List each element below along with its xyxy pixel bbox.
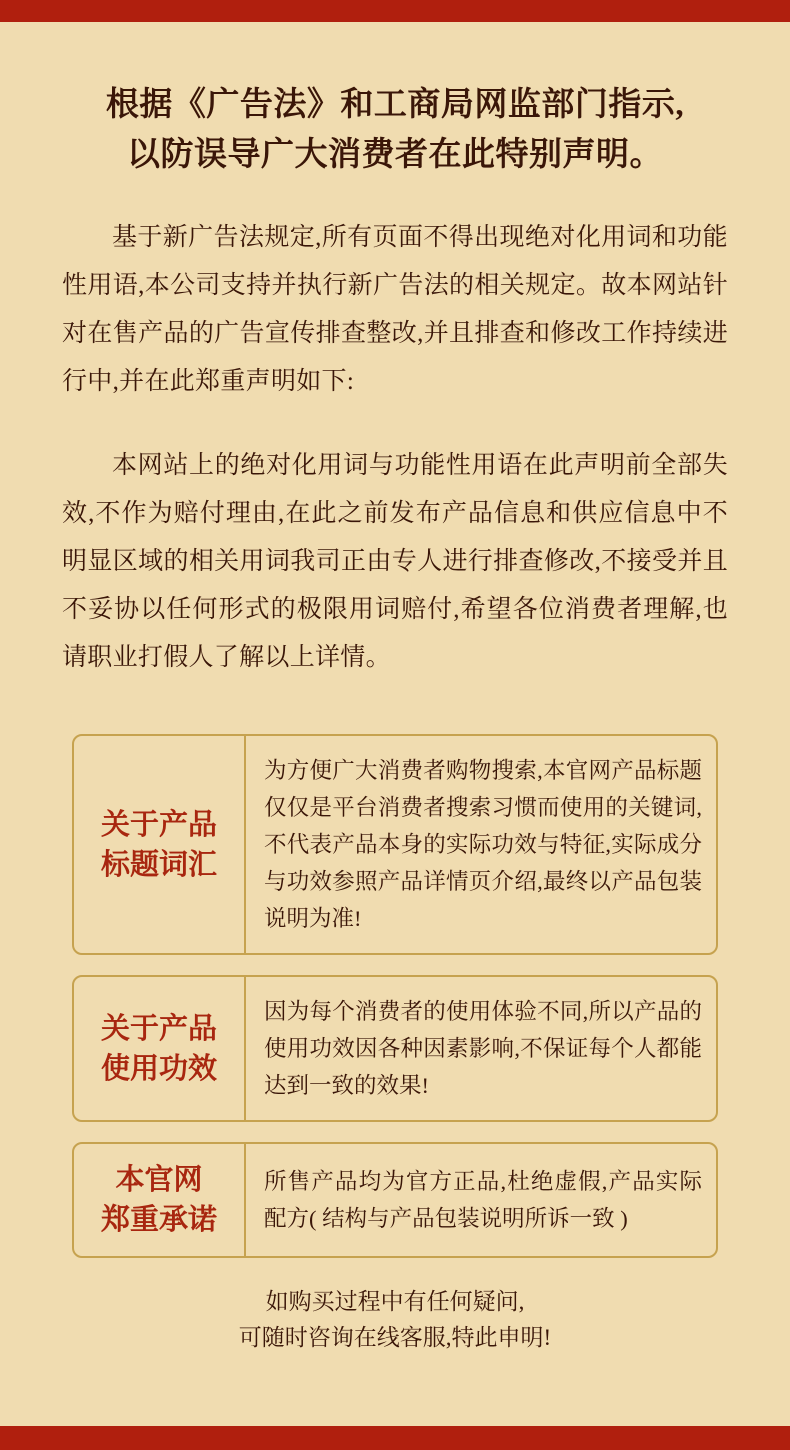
statement-card-label-line-1: 关于产品 (100, 808, 217, 841)
page-title-line-2: 以防误导广大消费者在此特别声明。 (127, 137, 663, 173)
paragraph-first: 基于新广告法规定,所有页面不得出现绝对化用词和功能性用语,本公司支持并执行新广告法的相关规定。故本网站针对在售产品的广告宣传排查整改,并且排查和修改工作持续进行中,并在此郑重声明如下: (62, 224, 728, 395)
statement-card-body: 为方便广大消费者购物搜索,本官网产品标题仅仅是平台消费者搜索习惯而使用的关键词,不代表产品本身的实际功效与特征,实际成分与功效参照产品详情页介绍,最终以产品包装说明为准! (264, 758, 702, 931)
page-title (54, 80, 736, 180)
statement-card-product-efficacy (72, 975, 718, 1122)
statement-card-label-line-2: 郑重承诺 (100, 1204, 217, 1236)
statement-card-label (74, 736, 246, 953)
footer-note-line-1: 如购买过程中有任何疑问, (265, 1289, 525, 1314)
page-title-line-1: 根据《广告法》和工商局网监部门指示, (105, 87, 685, 123)
statement-card-label-line-1: 关于产品 (100, 1012, 217, 1045)
footer-note-line-2: 可随时咨询在线客服,特此申明! (238, 1325, 552, 1350)
paragraph-second: 本网站上的绝对化用词与功能性用语在此声明前全部失效,不作为赔付理由,在此之前发布产品信息和供应信息中不明显区域的相关用词我司正由专人进行排查修改,不接受并且不妥协以任何形式的极限用词赔付,希望各位消费者理解,也请职业打假人了解以上详情。 (62, 452, 728, 671)
statement-card-label-line-2: 标题词汇 (100, 848, 217, 881)
statement-card-body: 因为每个消费者的使用体验不同,所以产品的使用功效因各种因素影响,不保证每个人都能达到一致的效果! (264, 999, 702, 1098)
statement-card-product-title (72, 734, 718, 955)
statement-card-body: 所售产品均为官方正品,杜绝虚假,产品实际配方( 结构与产品包装说明所诉一致 ) (264, 1169, 702, 1231)
footer-note (54, 1284, 736, 1356)
statement-card-list (72, 734, 718, 1258)
statement-card-official-promise (72, 1142, 718, 1258)
statement-card-label (74, 1144, 246, 1256)
statement-card-label (74, 977, 246, 1120)
statement-card-label-line-1: 本官网 (115, 1164, 203, 1196)
statement-card-label-line-2: 使用功效 (100, 1052, 217, 1085)
declaration-panel (0, 22, 790, 1426)
